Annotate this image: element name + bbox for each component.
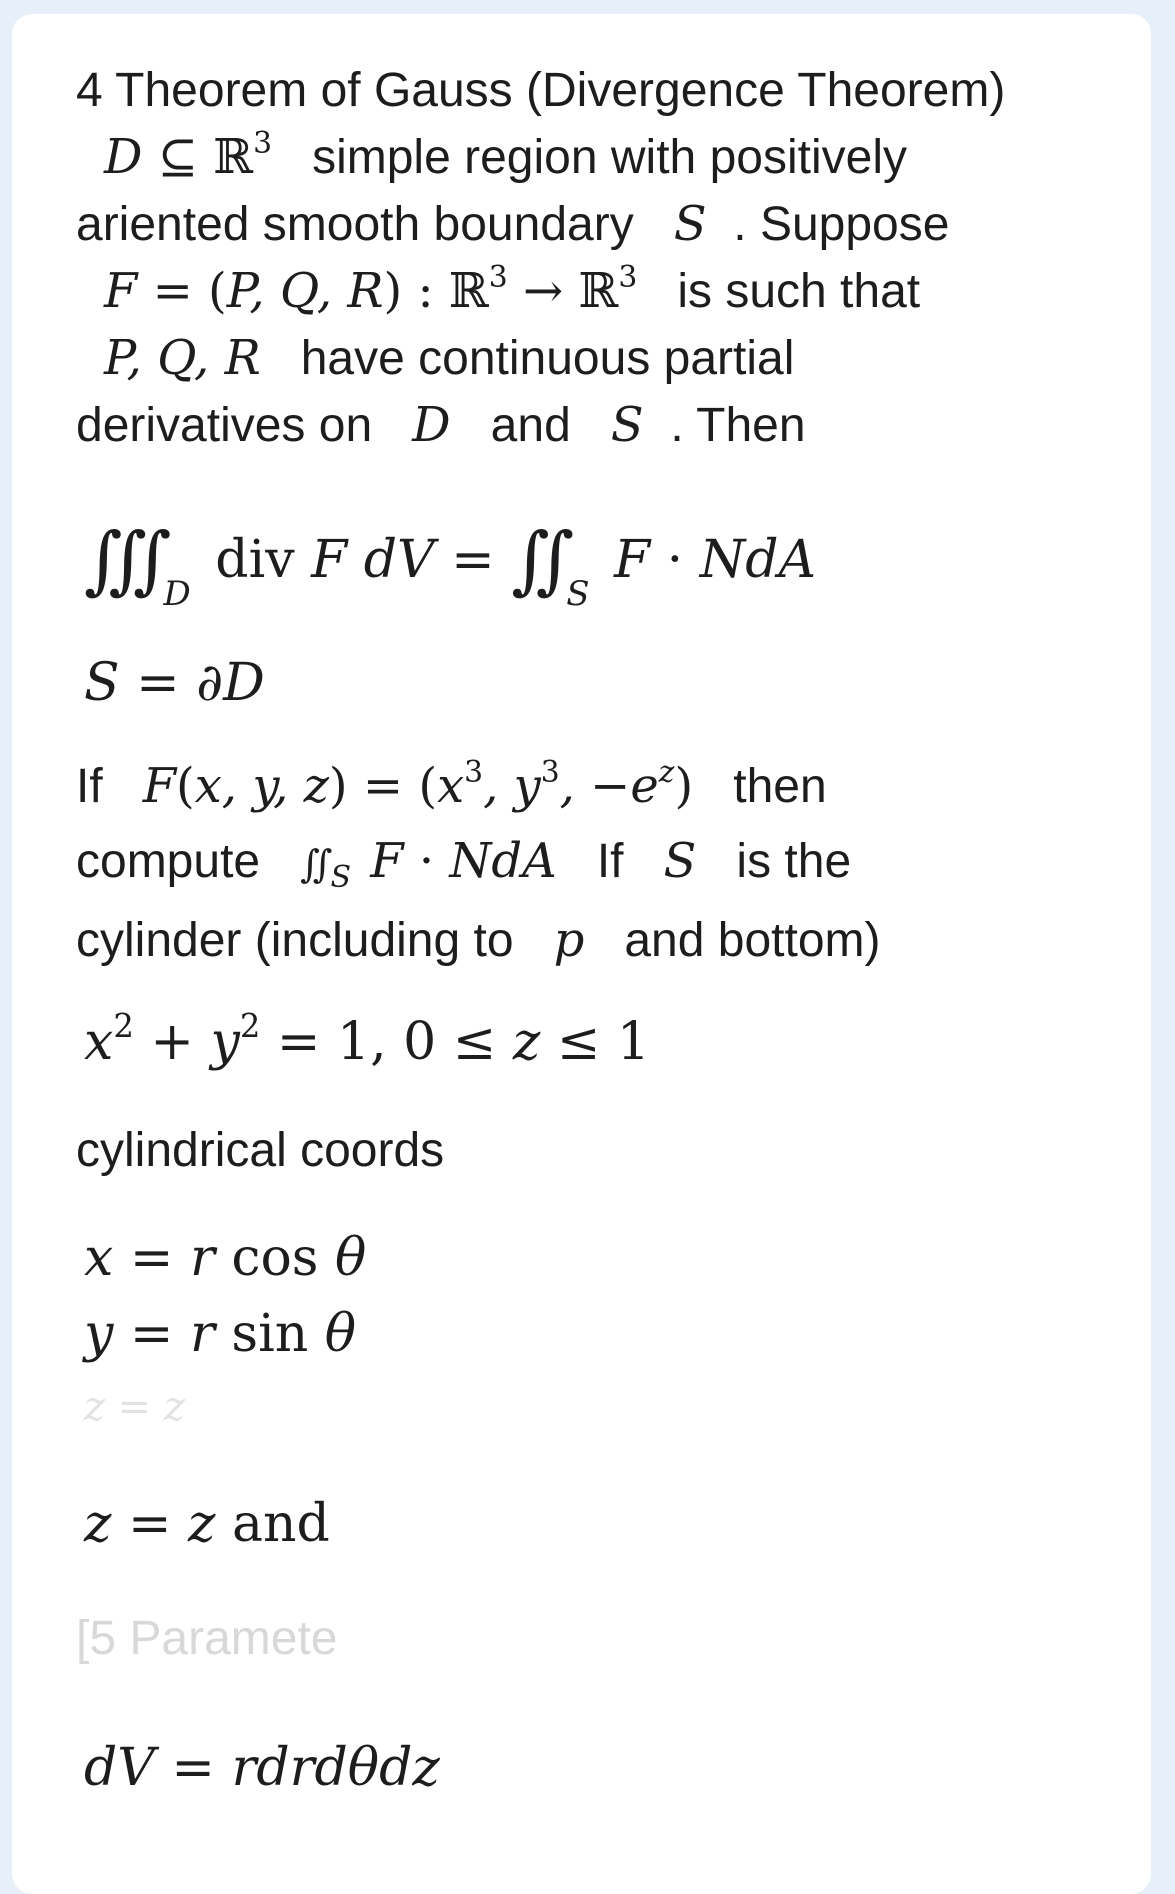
math-pqr: P, Q, R <box>104 330 261 386</box>
x-equation: x = r cos θ <box>84 1228 367 1288</box>
faint-parameter-text: [5 Paramete <box>76 1612 338 1665</box>
statement-text-5: have continuous partial <box>300 332 795 385</box>
note-content <box>76 58 1126 1806</box>
theorem-heading: 4 Theorem of Gauss (Divergence Theorem) <box>76 64 1006 117</box>
faint-z-equation: z = z <box>84 1384 186 1430</box>
example-compute: compute <box>76 835 261 888</box>
example-is-the: is the <box>736 835 852 888</box>
math-s-2: S <box>610 397 644 453</box>
statement-text-2: ariented smooth boundary <box>76 198 634 251</box>
example-line-1 <box>76 753 1126 820</box>
example-if: If <box>76 760 103 813</box>
y-equation: y = r sin θ <box>84 1304 357 1364</box>
example-then: then <box>733 760 827 813</box>
statement-text-6: derivatives on <box>76 399 373 452</box>
math-d-subset-r3: D ⊆ ℝ$^3$ <box>104 126 273 185</box>
math-flux-integral: ∬ $_S$ F · NdA <box>300 833 557 895</box>
cylinder-equation: $x^2 + y^2 = 1$, 0 ≤ z ≤ 1 <box>84 1007 650 1072</box>
math-d: D <box>412 397 451 453</box>
z-equation: z = z and <box>84 1494 330 1554</box>
example-cylinder-2: and bottom) <box>624 914 881 967</box>
example-line-2 <box>76 828 1126 901</box>
statement-text-3: . Suppose <box>733 198 950 251</box>
example-cylinder-1: cylinder (including to <box>76 914 514 967</box>
math-f-definition: F = (P, Q, R) : ℝ$^3$ → ℝ$^3$ <box>104 260 638 319</box>
statement-line-1 <box>76 124 1126 191</box>
math-s-3: S <box>663 833 697 889</box>
statement-text-1: simple region with positively <box>312 131 907 184</box>
math-p: p <box>553 912 585 968</box>
statement-line-5 <box>76 392 1126 459</box>
math-s: S <box>673 196 707 252</box>
statement-line-4 <box>76 325 1126 392</box>
statement-line-3 <box>76 258 1126 325</box>
statement-text-4: is such that <box>677 265 921 318</box>
example-line-3 <box>76 907 1126 974</box>
example-if-2: If <box>596 835 624 888</box>
volume-element: dV = rdrdθdz <box>84 1738 440 1798</box>
statement-line-2 <box>76 191 1126 258</box>
divergence-formula: ∭ $_D$ div F dV = ∬ $_S$ F · NdA <box>84 516 817 614</box>
math-f-example: F(x, y, $z) = (x^3$, $y^3$, $-e^z$) <box>142 755 694 814</box>
statement-text-8: . Then <box>670 399 806 452</box>
statement-text-7: and <box>490 399 571 452</box>
cylindrical-label: cylindrical coords <box>76 1124 445 1177</box>
boundary-formula: S = ∂D <box>84 653 265 713</box>
content-card <box>12 14 1151 1894</box>
and-word: and <box>231 1494 330 1554</box>
